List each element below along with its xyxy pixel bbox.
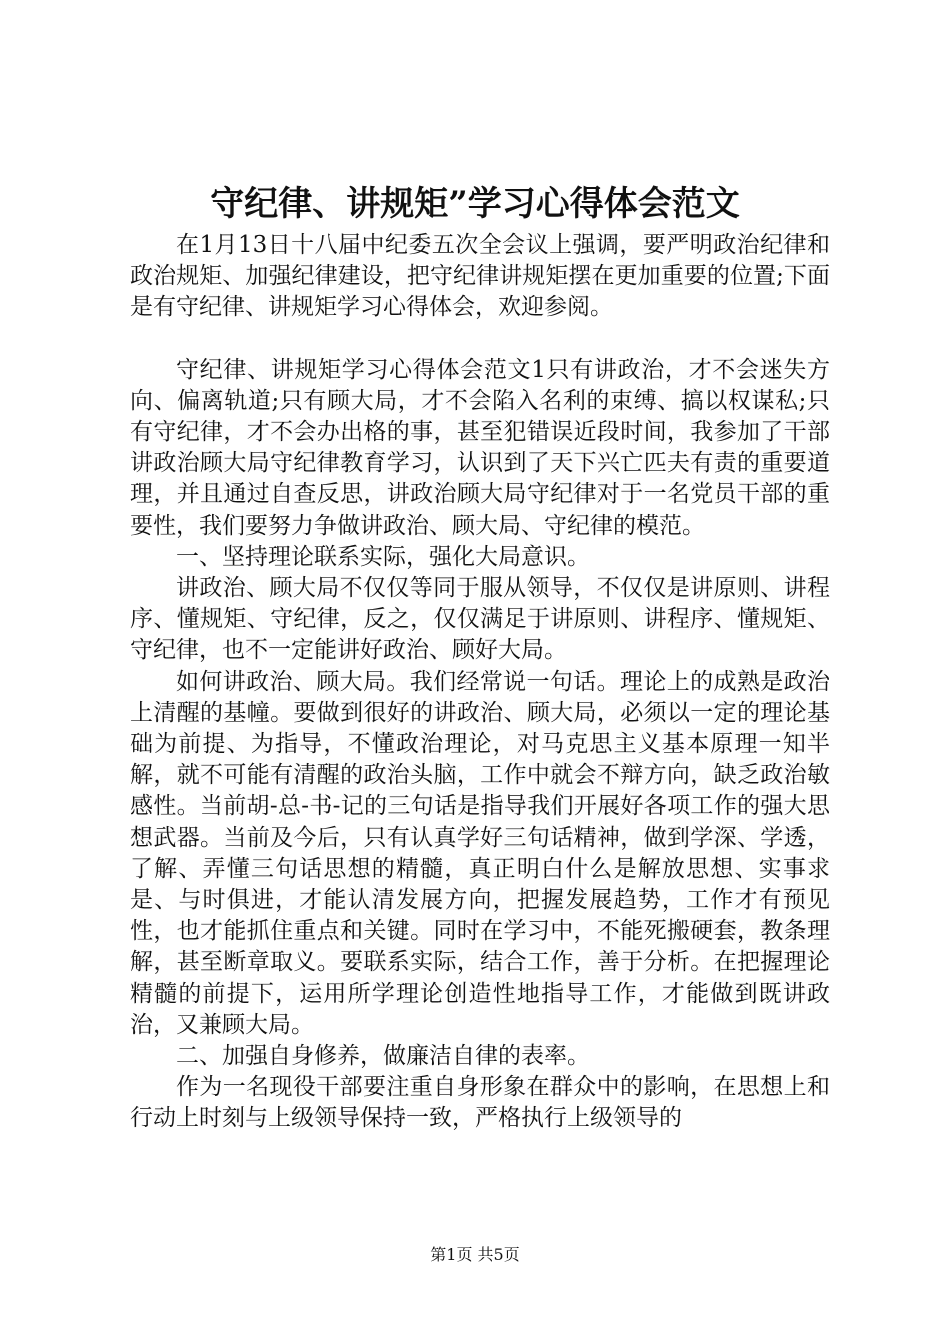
body-paragraph: 作为一名现役干部要注重自身形象在群众中的影响，在思想上和行动上时刻与上级领导保持一致，严格执行上级领导的 [130,1074,830,1132]
document-body [130,230,830,1135]
body-paragraph: 讲政治、顾大局不仅仅等同于服从领导，不仅仅是讲原则、讲程序、懂规矩、守纪律，反之，仅仅满足于讲原则、讲程序、懂规矩、守纪律，也不一定能讲好政治、顾好大局。 [130,575,830,664]
page-footer: 第1页 共5页 [430,1245,520,1264]
section-heading: 二、加强自身修养，做廉洁自律的表率。 [176,1043,590,1070]
body-paragraph: 如何讲政治、顾大局。我们经常说一句话。理论上的成熟是政治上清醒的基幢。要做到很好的讲政治、顾大局，必须以一定的理论基础为前提、为指导，不懂政治理论，对马克思主义基本原理一知半解，就不可能有清醒的政治头脑，工作中就会不辩方向，缺乏政治敏感性。当前胡-总-书-记的三句话是指导我们开展好各项工作的强大思想武器。当前及今后，只有认真学好三句话精神，做到学深、学透，了解、弄懂三句话思想的精髓，真正明白什么是解放思想、实事求是、与时俱进，才能认清发展方向，把握发展趋势，工作才有预见性，也才能抓住重点和关键。同时在学习中，不能死搬硬套，教条理解，甚至断章取义。要联系实际，结合工作，善于分析。在把握理论精髓的前提下，运用所学理论创造性地指导工作，才能做到既讲政治，又兼顾大局。 [130,668,830,1038]
paragraph-spacer [130,324,830,355]
document-title: 守纪律、讲规矩”学习心得体会范文 [210,184,740,224]
intro-paragraph: 在1月13日十八届中纪委五次全会议上强调，要严明政治纪律和政治规矩、加强纪律建设，把守纪律讲规矩摆在更加重要的位置;下面是有守纪律、讲规矩学习心得体会，欢迎参阅。 [130,232,830,321]
body-paragraph: 守纪律、讲规矩学习心得体会范文1只有讲政治，才不会迷失方向、偏离轨道;只有顾大局，才不会陷入名利的束缚、搞以权谋私;只有守纪律，才不会办出格的事，甚至犯错误近段时间，我参加了干部讲政治顾大局守纪律教育学习，认识到了天下兴亡匹夫有责的重要道理，并且通过自查反思，讲政治顾大局守纪律对于一名党员干部的重要性，我们要努力争做讲政治、顾大局、守纪律的模范。 [130,356,830,539]
section-heading: 一、坚持理论联系实际，强化大局意识。 [176,543,590,570]
